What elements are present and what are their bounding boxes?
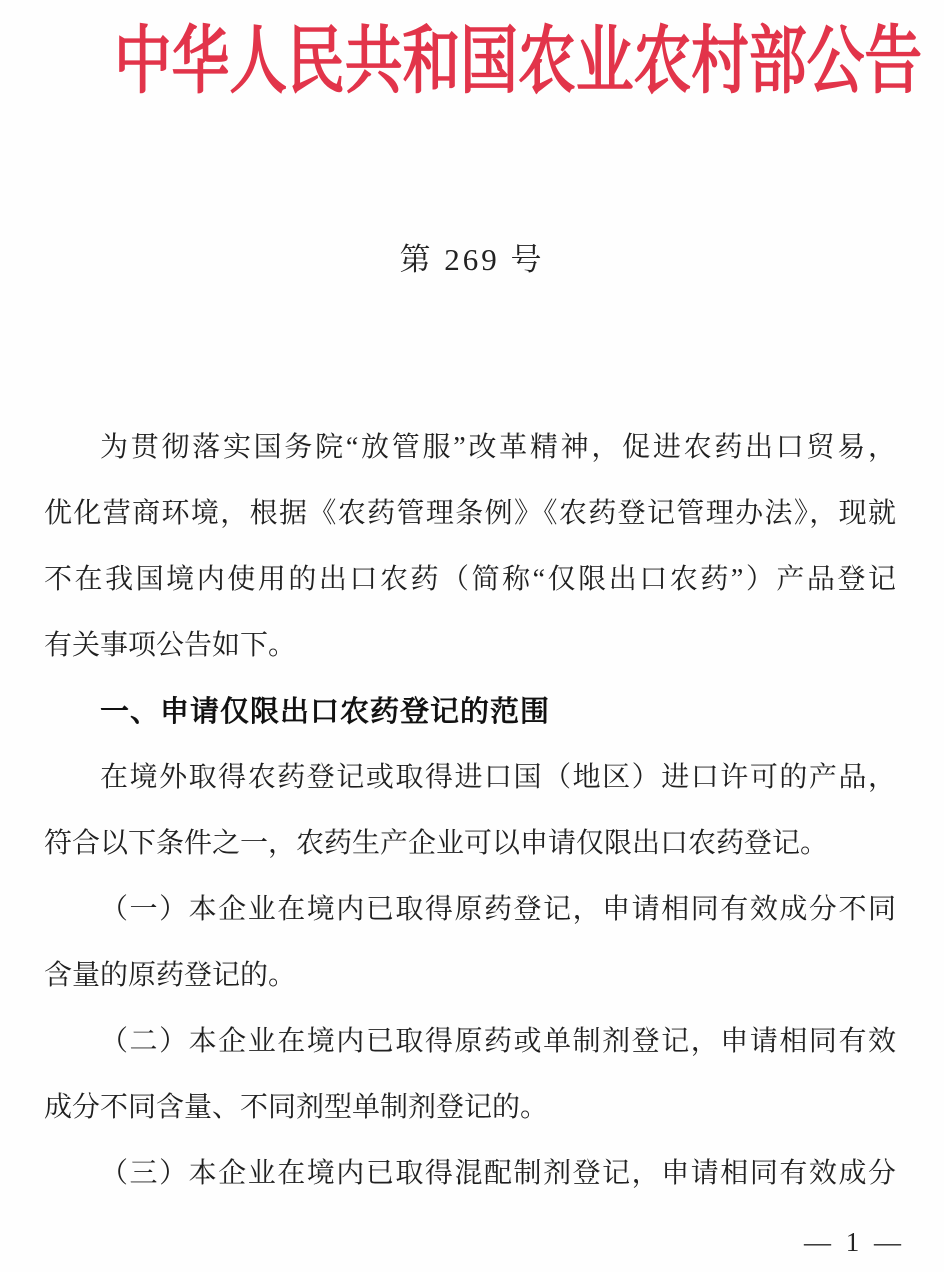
document-body xyxy=(44,415,896,1207)
body-line-3: 不在我国境内使用的出口农药（简称“仅限出口农药”）产品登记 xyxy=(44,564,896,595)
body-line-10: （二）本企业在境内已取得原药或单制剂登记，申请相同有效 xyxy=(100,1026,896,1057)
section-heading: 一、申请仅限出口农药登记的范围 xyxy=(100,696,551,728)
body-line-9: 含量的原药登记的。 xyxy=(44,960,297,991)
page-title xyxy=(0,22,944,103)
body-line-7: 符合以下条件之一，农药生产企业可以申请仅限出口农药登记。 xyxy=(44,828,829,859)
page-number: — 1 — xyxy=(804,1227,905,1257)
body-line-1: 为贯彻落实国务院“放管服”改革精神，促进农药出口贸易， xyxy=(100,432,896,463)
page-title-text: 中华人民共和国农业农村部公告 xyxy=(113,21,923,103)
doc-number: 第 269 号 xyxy=(399,242,545,277)
body-line-11: 成分不同含量、不同剂型单制剂登记的。 xyxy=(44,1092,549,1123)
body-line-2: 优化营商环境，根据《农药管理条例》《农药登记管理办法》，现就 xyxy=(44,498,896,529)
body-line-4: 有关事项公告如下。 xyxy=(44,630,297,661)
body-line-8: （一）本企业在境内已取得原药登记，申请相同有效成分不同 xyxy=(100,894,896,925)
body-line-6: 在境外取得农药登记或取得进口国（地区）进口许可的产品， xyxy=(100,762,896,793)
body-line-12: （三）本企业在境内已取得混配制剂登记，申请相同有效成分 xyxy=(100,1158,896,1189)
